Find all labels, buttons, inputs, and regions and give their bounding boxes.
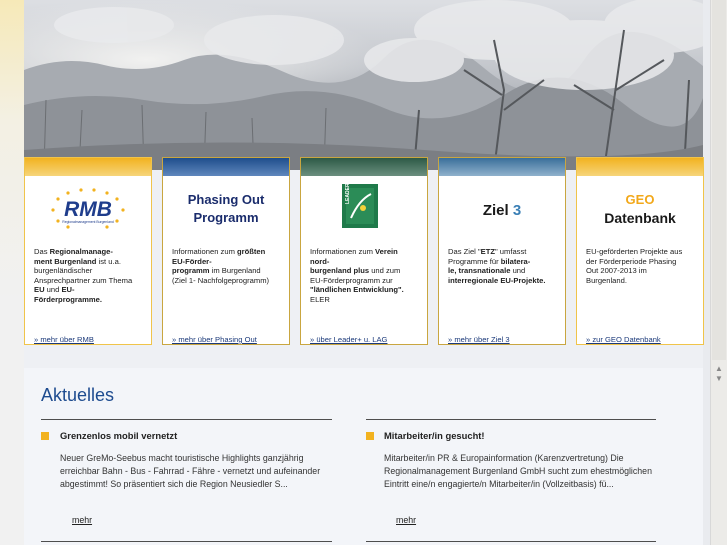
- card-ziel3[interactable]: [438, 157, 566, 345]
- svg-text:RMB: RMB: [64, 198, 112, 221]
- news-item-title[interactable]: Mitarbeiter/in gesucht!: [384, 430, 485, 441]
- news-rule-right: [366, 419, 656, 420]
- card-rmb[interactable]: [24, 157, 152, 345]
- hero-forest-drawing: [24, 0, 703, 170]
- news-section: [24, 368, 703, 545]
- card-phasing-description: Informationen zum größten EU-Förder- programm im Burgenland (Ziel 1- Nachfolgeprogramm): [172, 247, 270, 285]
- news-rule-bottom-left: [41, 541, 332, 542]
- card-leader-description: Informationen zum Verein nord- burgenland plus und zum EU-Förderprogramm zur "ländlichen Entwicklung". ELER: [310, 247, 404, 304]
- phasing-out-logo: Phasing Out Programm: [187, 192, 265, 225]
- svg-text:Regionalmanagement Burgenland: Regionalmanagement Burgenland: [62, 220, 114, 224]
- news-item-more-link[interactable]: mehr: [396, 515, 417, 525]
- card-rmb-more-link[interactable]: » mehr über RMB: [34, 335, 94, 344]
- ziel3-logo-number: 3: [512, 202, 522, 219]
- news-bullet-icon: [41, 432, 49, 440]
- card-rmb-topbar: [25, 158, 151, 176]
- card-leader[interactable]: [300, 157, 428, 345]
- news-item-text: Neuer GreMo-Seebus macht touristische Highlights ganzjährig erreichbar Bahn - Bus - Fahrrad - Fähre - vernetzt und aufeinander abgestimmt! So präsentiert sich die Region Neusiedler S...: [60, 453, 321, 489]
- hero-image-winter-forest: [24, 0, 703, 170]
- card-ziel3-more-link[interactable]: » mehr über Ziel 3: [448, 335, 510, 344]
- geo-datenbank-logo: GEO Datenbank: [604, 192, 676, 226]
- news-item-title[interactable]: Grenzenlos mobil vernetzt: [60, 430, 178, 441]
- card-phasing-more-link[interactable]: » mehr über Phasing Out: [172, 335, 257, 344]
- card-ziel3-description: Das Ziel "ETZ" umfasst Programme für bilatera- le, transnationale und interregionale EU-Projekte.: [448, 247, 546, 285]
- ziel3-logo: [439, 180, 565, 240]
- rmb-logo: [25, 180, 151, 240]
- svg-text:LEADER: LEADER: [345, 183, 351, 204]
- left-decor-strip: [0, 0, 24, 545]
- ziel3-logo-word: Ziel: [482, 202, 509, 219]
- card-geo-more-link[interactable]: » zur GEO Datenbank: [586, 335, 661, 344]
- news-heading: Aktuelles: [41, 385, 115, 405]
- card-phasing-out[interactable]: [162, 157, 290, 345]
- scroll-down-arrow-icon[interactable]: ▼: [715, 374, 723, 383]
- card-leader-topbar: [301, 158, 427, 176]
- news-rule-left: [41, 419, 332, 420]
- scrollbar-thumb[interactable]: [712, 0, 726, 360]
- news-item-text: Mitarbeiter/in PR & Europainformation (Karenzvertretung) Die Regionalmanagement Burgenland GmbH sucht zum ehestmöglichen Eintritt eine/n engagierte/n Mitarbeiter/in (Vollzeitbasis) fü...: [384, 453, 652, 489]
- card-geo-description: EU-geförderten Projekte aus der Förderperiode Phasing Out 2007-2013 im Burgenland.: [586, 247, 683, 285]
- news-item-more-link[interactable]: mehr: [72, 515, 93, 525]
- card-geo-datenbank[interactable]: [576, 157, 704, 345]
- card-rmb-description: Das Regionalmanage- ment Burgenland ist u.a. burgenländischer Ansprechpartner zum Thema EU und EU- Förderprogramme.: [34, 247, 133, 304]
- card-phasing-topbar: [163, 158, 289, 176]
- scroll-up-arrow-icon[interactable]: ▲: [715, 364, 723, 373]
- news-rule-bottom-right: [366, 541, 656, 542]
- card-geo-topbar: [577, 158, 703, 176]
- card-leader-more-link[interactable]: » über Leader+ u. LAG: [310, 335, 388, 344]
- vertical-scrollbar[interactable]: [710, 0, 727, 545]
- news-bullet-icon: [366, 432, 374, 440]
- leader-logo-icon: [301, 180, 427, 240]
- card-ziel3-topbar: [439, 158, 565, 176]
